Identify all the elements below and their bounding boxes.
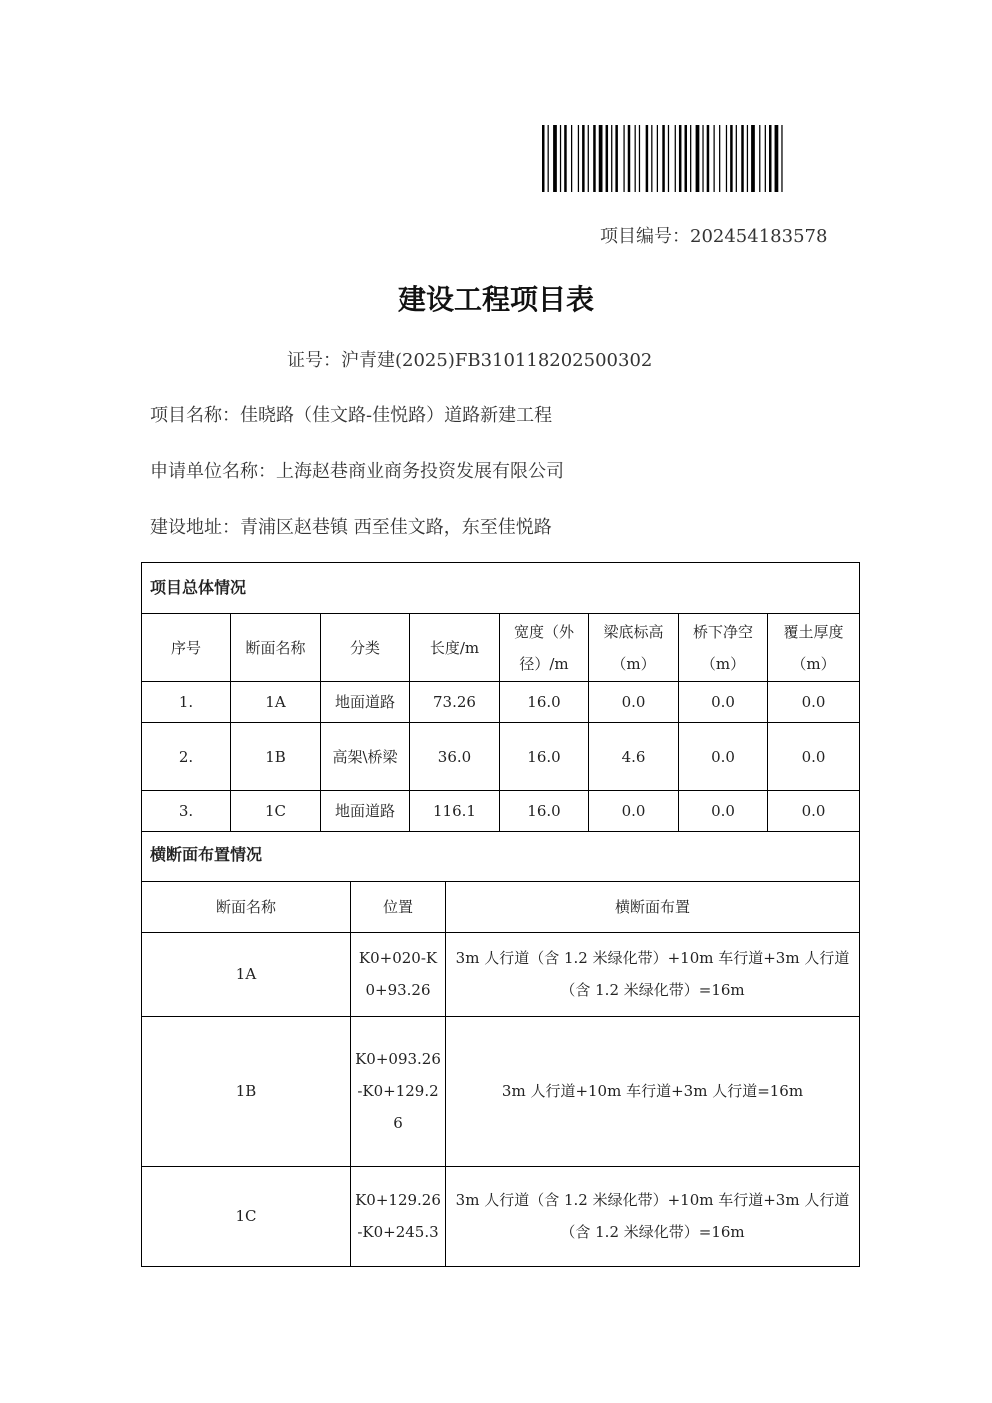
cell-section-name: 1C bbox=[231, 791, 321, 832]
certificate-number: 证号：沪青建(2025)FB310118202500302 bbox=[287, 350, 653, 371]
cell-section-name: 1B bbox=[142, 1016, 351, 1166]
table-row bbox=[142, 1166, 860, 1266]
cell-beam-elevation: 0.0 bbox=[589, 791, 679, 832]
table-row bbox=[142, 932, 860, 1016]
cell-width: 16.0 bbox=[500, 791, 589, 832]
cell-length: 116.1 bbox=[410, 791, 500, 832]
cell-layout: 3m 人行道（含 1.2 米绿化带）+10m 车行道+3m 人行道（含 1.2 米绿化带）=16m bbox=[446, 932, 860, 1016]
table-row bbox=[142, 723, 860, 791]
table-row bbox=[142, 682, 860, 723]
cell-length: 73.26 bbox=[410, 682, 500, 723]
construction-address: 建设地址：青浦区赵巷镇 西至佳文路，东至佳悦路 bbox=[150, 517, 552, 538]
col-header-length: 长度/m bbox=[410, 614, 500, 682]
overview-table bbox=[141, 562, 860, 832]
cell-position: K0+129.26-K0+245.3 bbox=[351, 1166, 446, 1266]
cell-width: 16.0 bbox=[500, 723, 589, 791]
col-header-width: 宽度（外径）/m bbox=[500, 614, 589, 682]
barcode-image bbox=[542, 125, 842, 192]
cell-clearance: 0.0 bbox=[679, 682, 768, 723]
cell-index: 3. bbox=[142, 791, 231, 832]
cell-cover-thickness: 0.0 bbox=[768, 791, 860, 832]
col-header-beam-elevation: 梁底标高（m） bbox=[589, 614, 679, 682]
cell-beam-elevation: 0.0 bbox=[589, 682, 679, 723]
col-header-cover-thickness: 覆土厚度（m） bbox=[768, 614, 860, 682]
cell-beam-elevation: 4.6 bbox=[589, 723, 679, 791]
col-header-category: 分类 bbox=[321, 614, 410, 682]
cell-position: K0+020-K0+93.26 bbox=[351, 932, 446, 1016]
table-row bbox=[142, 1016, 860, 1166]
cell-cover-thickness: 0.0 bbox=[768, 723, 860, 791]
cell-width: 16.0 bbox=[500, 682, 589, 723]
cell-section-name: 1B bbox=[231, 723, 321, 791]
cross-section-title: 横断面布置情况 bbox=[142, 830, 860, 881]
cell-clearance: 0.0 bbox=[679, 723, 768, 791]
cell-clearance: 0.0 bbox=[679, 791, 768, 832]
project-number: 项目编号：202454183578 bbox=[600, 226, 828, 247]
col-header-section-name: 断面名称 bbox=[231, 614, 321, 682]
cell-cover-thickness: 0.0 bbox=[768, 682, 860, 723]
applicant-name: 申请单位名称：上海赵巷商业商务投资发展有限公司 bbox=[150, 461, 564, 482]
cross-section-table bbox=[141, 830, 860, 1267]
col-header-layout: 横断面布置 bbox=[446, 881, 860, 932]
cell-category: 地面道路 bbox=[321, 682, 410, 723]
col-header-index: 序号 bbox=[142, 614, 231, 682]
overview-section-title: 项目总体情况 bbox=[142, 563, 860, 614]
cell-position: K0+093.26-K0+129.26 bbox=[351, 1016, 446, 1166]
cell-layout: 3m 人行道+10m 车行道+3m 人行道=16m bbox=[446, 1016, 860, 1166]
cell-category: 高架\桥梁 bbox=[321, 723, 410, 791]
cell-layout: 3m 人行道（含 1.2 米绿化带）+10m 车行道+3m 人行道（含 1.2 米绿化带）=16m bbox=[446, 1166, 860, 1266]
col-header-section-name: 断面名称 bbox=[142, 881, 351, 932]
project-name: 项目名称：佳晓路（佳文路-佳悦路）道路新建工程 bbox=[150, 405, 553, 426]
cell-length: 36.0 bbox=[410, 723, 500, 791]
cell-index: 1. bbox=[142, 682, 231, 723]
col-header-clearance: 桥下净空（m） bbox=[679, 614, 768, 682]
table-row bbox=[142, 791, 860, 832]
cell-index: 2. bbox=[142, 723, 231, 791]
cell-section-name: 1A bbox=[142, 932, 351, 1016]
cell-section-name: 1C bbox=[142, 1166, 351, 1266]
cell-section-name: 1A bbox=[231, 682, 321, 723]
cell-category: 地面道路 bbox=[321, 791, 410, 832]
col-header-position: 位置 bbox=[351, 881, 446, 932]
page-title: 建设工程项目表 bbox=[397, 283, 594, 316]
